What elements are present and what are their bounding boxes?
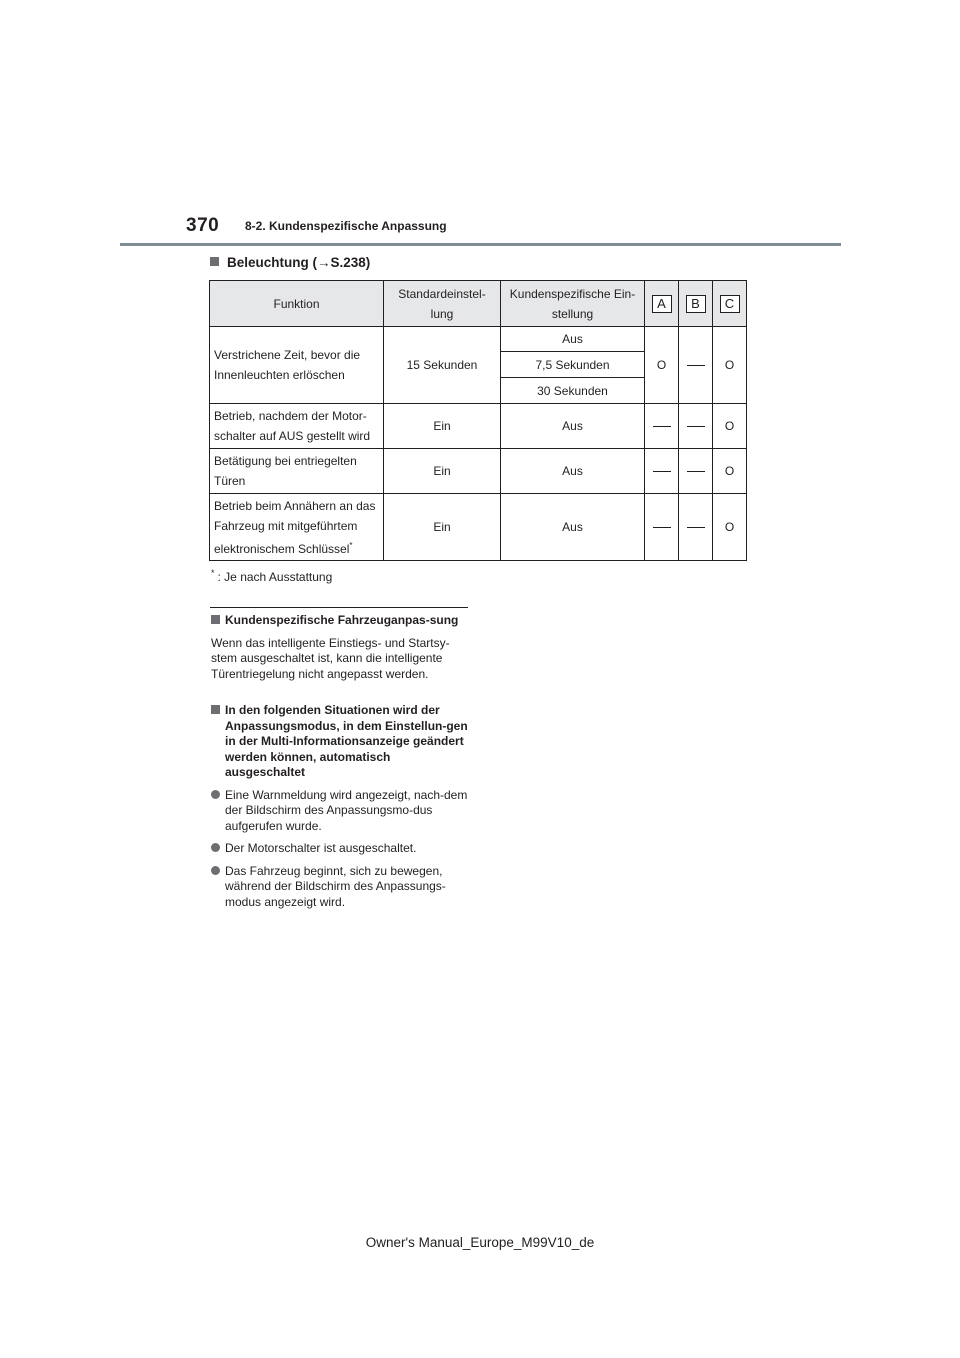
row3-option: Aus bbox=[501, 449, 645, 494]
section-2-title bbox=[211, 703, 471, 781]
dash-mark bbox=[687, 426, 705, 427]
header-col-c bbox=[713, 281, 747, 327]
col-b-box: B bbox=[686, 295, 706, 313]
row4-footnote-mark: * bbox=[349, 540, 353, 550]
arrow-icon: → bbox=[317, 255, 331, 270]
row1-col-c: O bbox=[713, 327, 747, 404]
circle-bullet-icon bbox=[211, 790, 220, 799]
header-standard bbox=[384, 281, 501, 327]
section-2 bbox=[211, 703, 471, 910]
header-custom-line2: stellung bbox=[551, 306, 594, 321]
settings-table bbox=[209, 280, 747, 561]
circle-bullet-icon bbox=[211, 843, 220, 852]
row2-col-b bbox=[679, 404, 713, 449]
row1-option-3: 30 Sekunden bbox=[501, 378, 645, 404]
bullet-2-text: Der Motorschalter ist ausgeschaltet. bbox=[225, 841, 417, 855]
row4-function-line3-text: elektronischem Schlüssel bbox=[214, 541, 350, 556]
row2-function-line1: Betrieb, nachdem der Motor- bbox=[214, 409, 367, 423]
dash-mark bbox=[687, 527, 705, 528]
dash-mark bbox=[653, 527, 671, 528]
section-1 bbox=[211, 613, 471, 682]
row2-function bbox=[210, 404, 384, 449]
row4-default: Ein bbox=[384, 494, 501, 561]
square-bullet-icon bbox=[210, 257, 219, 266]
header-custom-line1: Kundenspezifische Ein- bbox=[509, 286, 636, 301]
page-number: 370 bbox=[186, 215, 220, 236]
row3-col-a bbox=[645, 449, 679, 494]
row3-col-b bbox=[679, 449, 713, 494]
col-a-box: A bbox=[652, 295, 672, 313]
table-header-row bbox=[210, 281, 747, 327]
header-col-b bbox=[679, 281, 713, 327]
row2-col-a bbox=[645, 404, 679, 449]
heading-text: Beleuchtung ( bbox=[227, 255, 317, 270]
row4-option: Aus bbox=[501, 494, 645, 561]
row2-default: Ein bbox=[384, 404, 501, 449]
header-divider bbox=[120, 243, 841, 246]
col-c-box: C bbox=[720, 295, 740, 313]
row4-function bbox=[210, 494, 384, 561]
row2-option: Aus bbox=[501, 404, 645, 449]
section-title: 8-2. Kundenspezifische Anpassung bbox=[245, 219, 447, 233]
row4-function-line3 bbox=[214, 536, 379, 559]
row1-col-b bbox=[679, 327, 713, 404]
table-row bbox=[210, 327, 747, 352]
row3-col-c: O bbox=[713, 449, 747, 494]
table-row bbox=[210, 494, 747, 561]
header-standard-line1: Standardeinstel- bbox=[398, 286, 486, 301]
row1-function bbox=[210, 327, 384, 404]
subsection-heading bbox=[210, 255, 370, 270]
heading-link-page-ref[interactable]: S.238) bbox=[330, 255, 371, 270]
header-standard-line2: lung bbox=[430, 306, 454, 321]
row3-default: Ein bbox=[384, 449, 501, 494]
dash-mark bbox=[687, 471, 705, 472]
header-custom bbox=[501, 281, 645, 327]
footnote-text: : Je nach Ausstattung bbox=[217, 570, 333, 584]
circle-bullet-icon bbox=[211, 866, 220, 875]
table-row bbox=[210, 404, 747, 449]
row1-option-1: Aus bbox=[501, 327, 645, 352]
row3-function bbox=[210, 449, 384, 494]
row1-function-line2: Innenleuchten erlöschen bbox=[214, 368, 345, 382]
dash-mark bbox=[653, 426, 671, 427]
row4-function-line2: Fahrzeug mit mitgeführtem bbox=[214, 518, 358, 533]
bullet-1-text: Eine Warnmeldung wird angezeigt, nach-dem der Bildschirm des Anpassungsmo-dus aufgerufen wurde. bbox=[225, 787, 468, 833]
row1-col-a: O bbox=[645, 327, 679, 404]
dash-mark bbox=[653, 471, 671, 472]
page-footer: Owner's Manual_Europe_M99V10_de bbox=[365, 1235, 595, 1250]
table-row bbox=[210, 449, 747, 494]
row1-option-2: 7,5 Sekunden bbox=[501, 352, 645, 378]
row4-function-line1: Betrieb beim Annähern an das bbox=[214, 498, 376, 513]
row4-col-a bbox=[645, 494, 679, 561]
row1-default: 15 Sekunden bbox=[384, 327, 501, 404]
list-item bbox=[211, 841, 471, 857]
row3-function-line1: Betätigung bei entriegelten bbox=[214, 454, 357, 468]
dash-mark bbox=[687, 365, 705, 366]
header-funktion: Funktion bbox=[210, 281, 384, 327]
table-footnote bbox=[211, 568, 332, 584]
row1-function-line1: Verstrichene Zeit, bevor die bbox=[214, 348, 361, 362]
footnote-mark: * bbox=[211, 568, 215, 578]
section-1-title-text: Kundenspezifische Fahrzeuganpas-sung bbox=[225, 613, 459, 627]
section-1-body: Wenn das intelligente Einstiegs- und Startsy-stem ausgeschaltet ist, kann die intelligente Türentriegelung nicht angepasst werden. bbox=[211, 635, 450, 681]
square-bullet-icon bbox=[211, 705, 220, 714]
section-divider bbox=[210, 607, 468, 608]
section-2-title-text: In den folgenden Situationen wird der Anpassungsmodus, in dem Einstellun-gen in der Multi-Informationsanzeige geändert werden können, automatisch ausgeschaltet bbox=[225, 703, 468, 779]
row2-col-c: O bbox=[713, 404, 747, 449]
row3-function-line2: Türen bbox=[214, 474, 246, 488]
bullet-3-text: Das Fahrzeug beginnt, sich zu bewegen, während der Bildschirm des Anpassungs-modus angezeigt wird. bbox=[225, 863, 446, 909]
list-item bbox=[211, 864, 471, 911]
section-1-title bbox=[211, 613, 471, 629]
row4-col-c: O bbox=[713, 494, 747, 561]
row4-col-b bbox=[679, 494, 713, 561]
row2-function-line2: schalter auf AUS gestellt wird bbox=[214, 429, 371, 443]
list-item bbox=[211, 788, 471, 835]
square-bullet-icon bbox=[211, 615, 220, 624]
header-col-a bbox=[645, 281, 679, 327]
